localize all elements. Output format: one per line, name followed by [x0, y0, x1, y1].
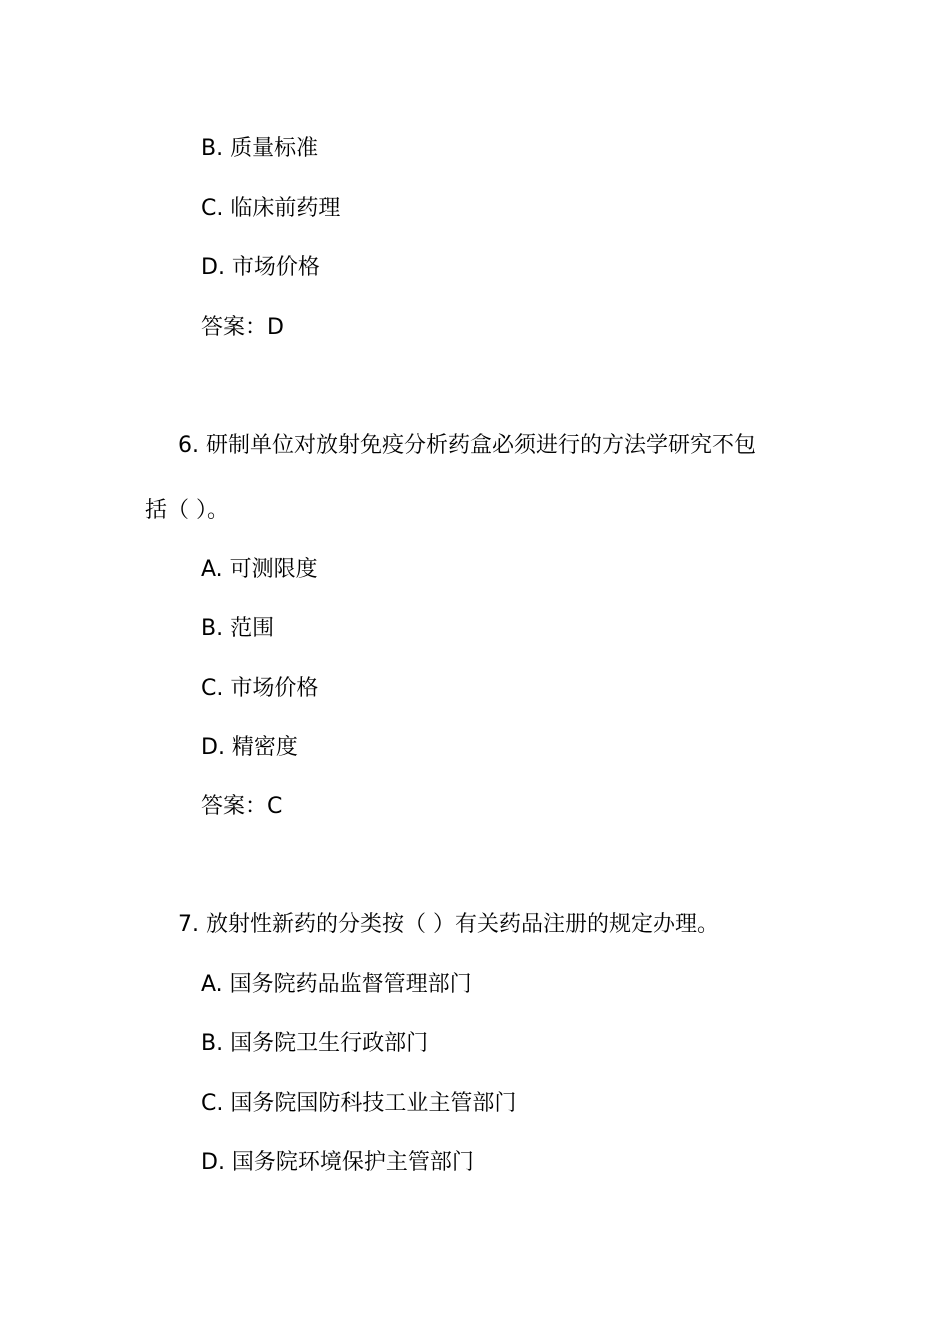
q5-option-b: B. 质量标准	[201, 136, 319, 161]
q5-option-c: C. 临床前药理	[201, 196, 341, 221]
q6-question-line1: 6. 研制单位对放射免疫分析药盒必须进行的方法学研究不包	[178, 433, 756, 458]
q6-question-line2: 括（ ）。	[145, 498, 229, 523]
q6-option-b: B. 范围	[201, 616, 275, 641]
q7-option-c: C. 国务院国防科技工业主管部门	[201, 1091, 517, 1116]
q5-answer: 答案：D	[201, 315, 284, 340]
q6-option-a: A. 可测限度	[201, 557, 318, 582]
q7-option-b: B. 国务院卫生行政部门	[201, 1031, 429, 1056]
q6-answer: 答案：C	[201, 794, 283, 819]
q7-option-d: D. 国务院环境保护主管部门	[201, 1150, 474, 1175]
q5-option-d: D. 市场价格	[201, 255, 320, 280]
q7-question-line1: 7. 放射性新药的分类按（ ）有关药品注册的规定办理。	[178, 912, 719, 937]
q6-option-c: C. 市场价格	[201, 676, 319, 701]
q7-option-a: A. 国务院药品监督管理部门	[201, 972, 472, 997]
q6-option-d: D. 精密度	[201, 735, 298, 760]
